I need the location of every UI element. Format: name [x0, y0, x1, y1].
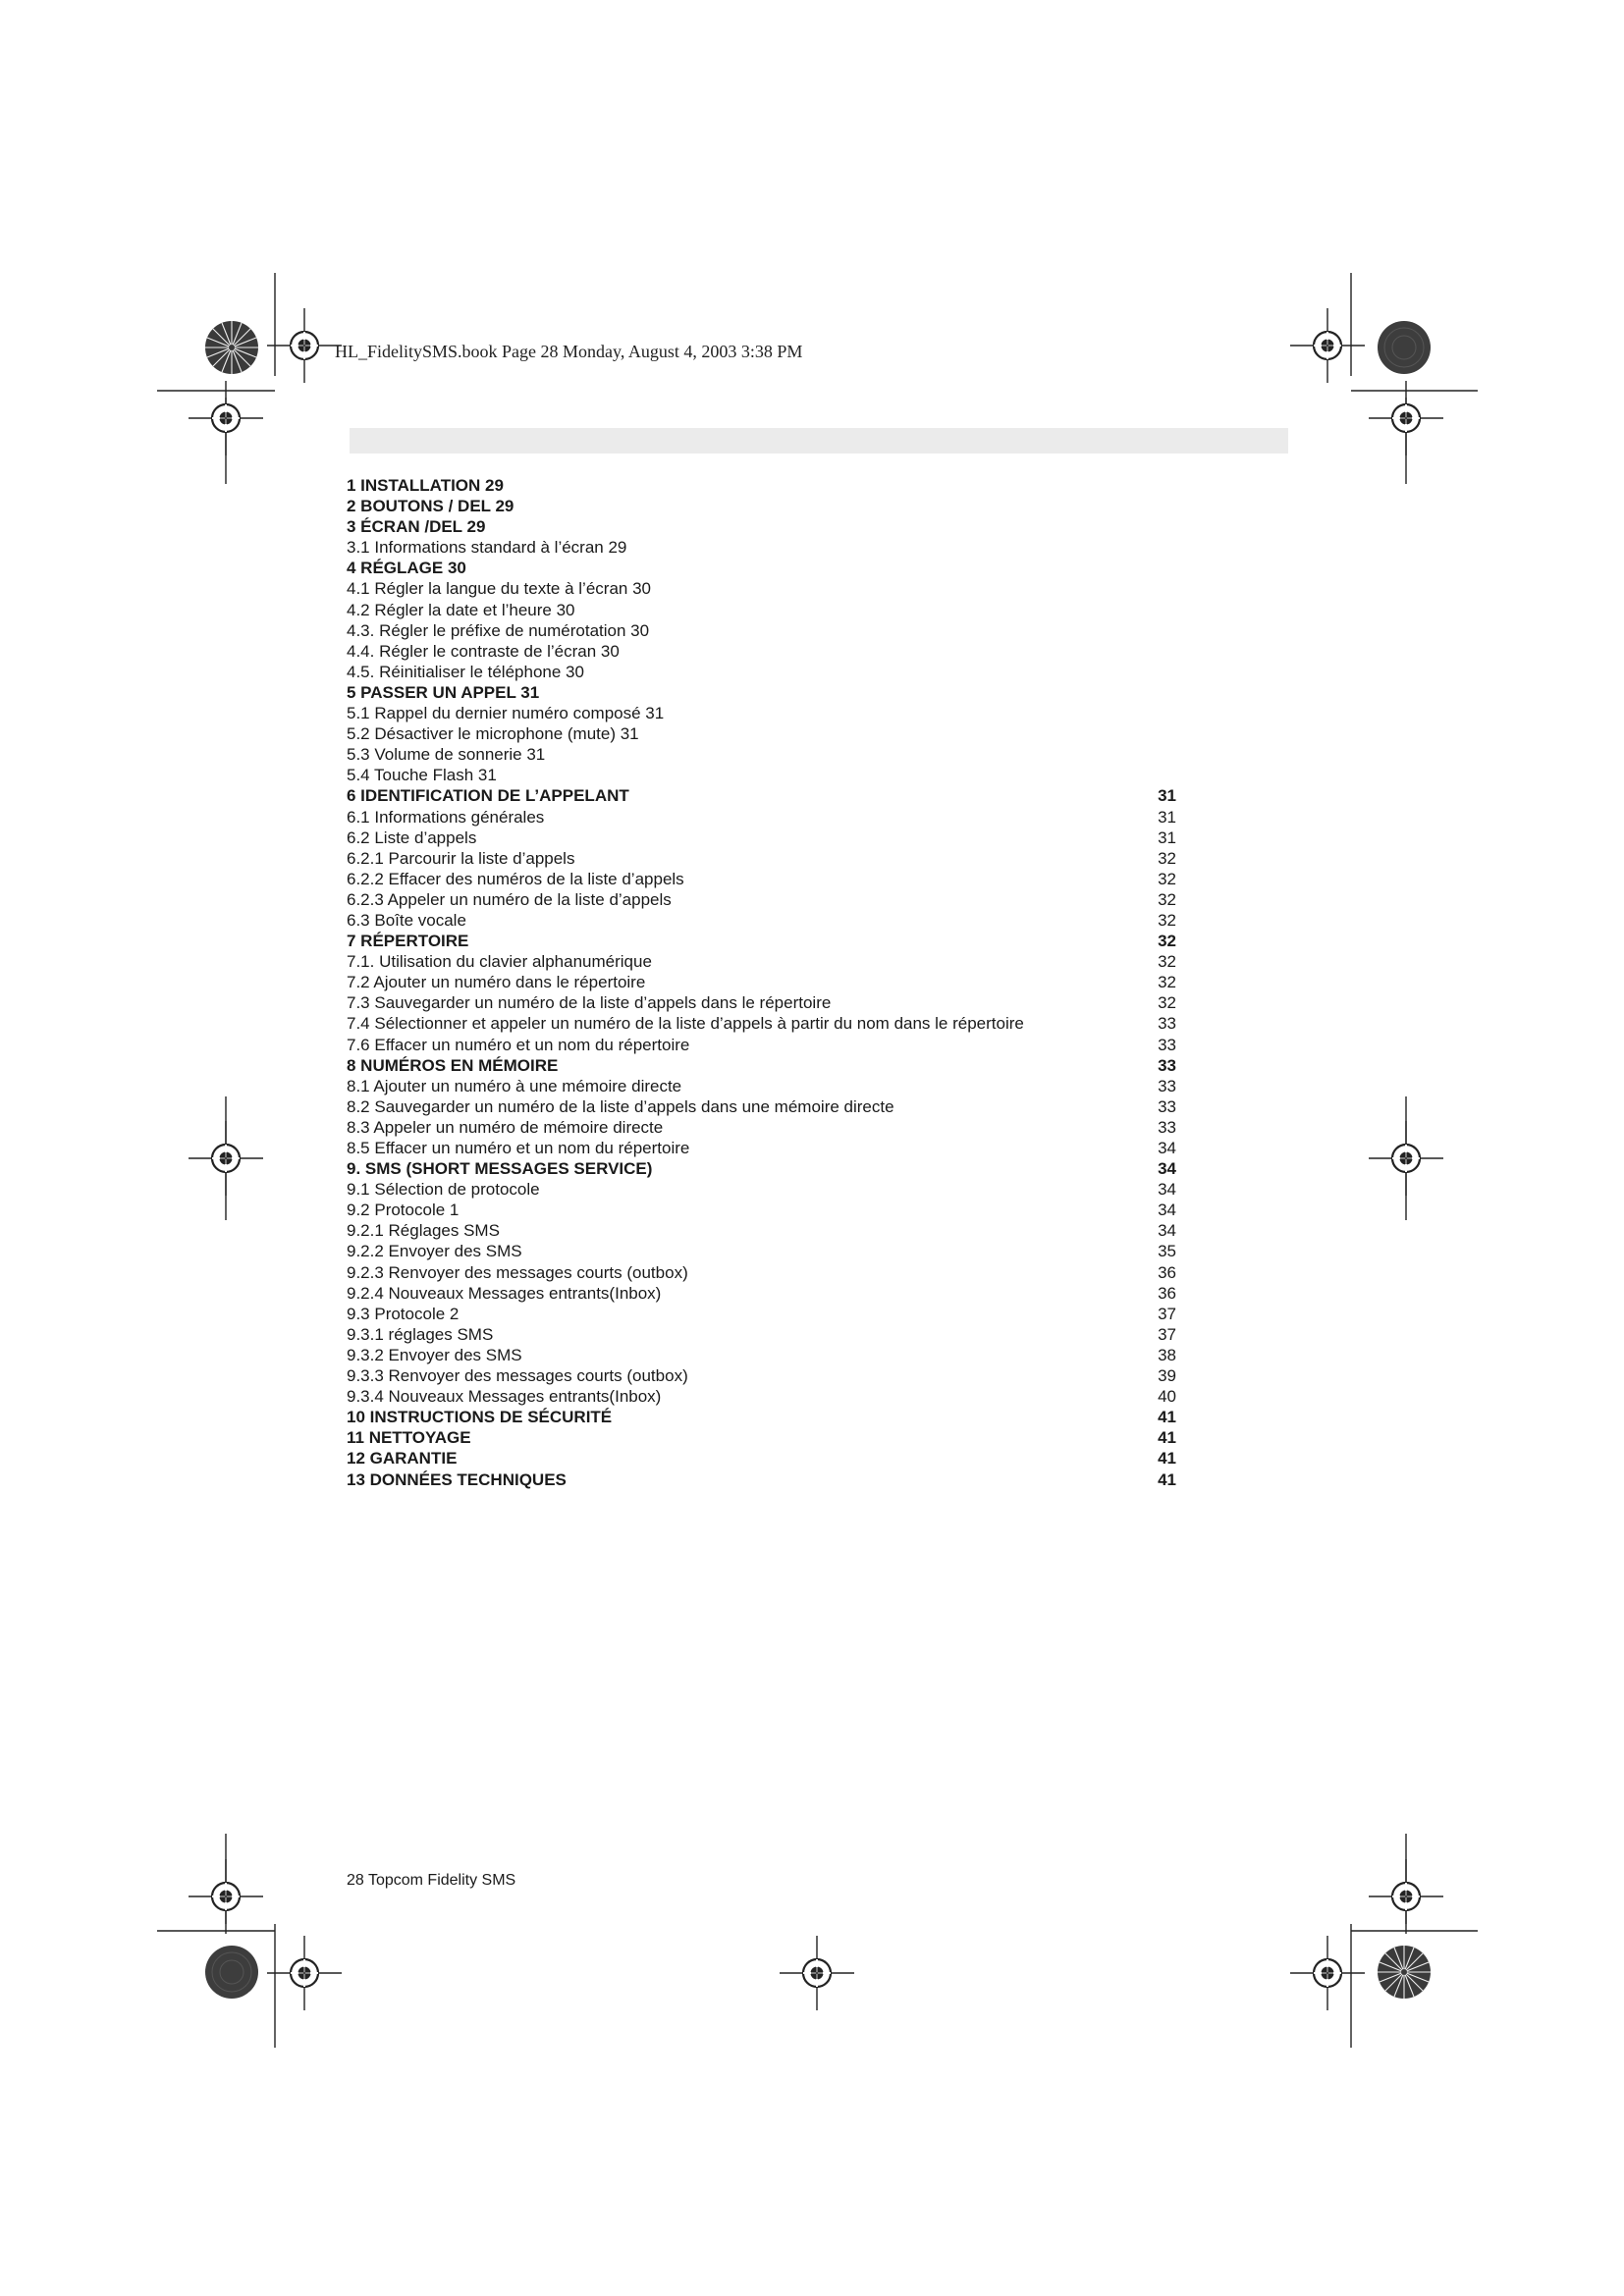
toc-entry [347, 516, 1176, 537]
toc-entry [347, 662, 1176, 682]
header-bar [350, 428, 1288, 454]
toc-entry-title: 9.3.1 réglages SMS [347, 1324, 494, 1344]
toc-entry [347, 620, 1176, 641]
toc-entry-page: 33 [1158, 1076, 1176, 1095]
toc-entry-title: 13 DONNÉES TECHNIQUES [347, 1469, 567, 1489]
toc-entry [347, 889, 1176, 910]
toc-entry [347, 951, 1176, 972]
toc-entry-title: 4 RÉGLAGE 30 [347, 559, 466, 578]
toc-entry-title: 7.6 Effacer un numéro et un nom du répertoire [347, 1035, 690, 1054]
toc-entry-page: 31 [1158, 828, 1176, 847]
toc-entry-page: 39 [1158, 1366, 1176, 1386]
toc-entry [347, 1035, 1176, 1055]
toc-entry-title: 7 RÉPERTOIRE [347, 932, 469, 951]
toc-entry [347, 496, 1176, 516]
toc-entry-title: 9.3 Protocole 2 [347, 1304, 460, 1323]
toc-entry [347, 475, 1176, 496]
toc-entry-page: 33 [1158, 1035, 1176, 1054]
toc-entry-title: 7.4 Sélectionner et appeler un numéro de la liste d’appels à partir du nom dans le répertoire [347, 1014, 1024, 1034]
toc-entry [347, 1386, 1176, 1407]
toc-entry-title: 4.4. Régler le contraste de l’écran 30 [347, 641, 620, 661]
toc-entry-title: 4.1 Régler la langue du texte à l’écran 30 [347, 579, 651, 599]
toc-entry-title: 4.2 Régler la date et l’heure 30 [347, 600, 575, 619]
toc-entry-page: 34 [1158, 1201, 1176, 1220]
toc-entry [347, 744, 1176, 765]
toc-entry-title: 8.5 Effacer un numéro et un nom du répertoire [347, 1139, 690, 1157]
toc-entry-title: 1 INSTALLATION 29 [347, 476, 504, 495]
toc-entry [347, 1241, 1176, 1261]
toc-entry [347, 1117, 1176, 1138]
page-footer: 28 Topcom Fidelity SMS [347, 1872, 516, 1889]
toc-entry [347, 723, 1176, 744]
toc-entry [347, 1055, 1176, 1076]
toc-entry-page: 41 [1158, 1428, 1176, 1448]
toc-entry [347, 682, 1176, 703]
toc-entry-page: 40 [1158, 1387, 1176, 1407]
toc-entry-title: 6.3 Boîte vocale [347, 910, 466, 930]
toc-entry-page: 36 [1158, 1283, 1176, 1303]
toc-entry-title: 9.3.2 Envoyer des SMS [347, 1345, 522, 1364]
toc-entry-title: 6.2.1 Parcourir la liste d’appels [347, 848, 575, 868]
toc-entry [347, 1013, 1176, 1034]
toc-entry-title: 5.3 Volume de sonnerie 31 [347, 745, 546, 765]
toc-entry [347, 1448, 1176, 1468]
toc-entry-title: 6.1 Informations générales [347, 807, 545, 827]
toc-entry-title: 9.2.4 Nouveaux Messages entrants(Inbox) [347, 1283, 662, 1303]
toc-entry-page: 32 [1158, 993, 1176, 1013]
toc-entry-page: 34 [1158, 1159, 1176, 1179]
toc-entry-title: 8.2 Sauvegarder un numéro de la liste d’appels dans une mémoire directe [347, 1096, 894, 1116]
toc-entry-title: 6.2.3 Appeler un numéro de la liste d’appels [347, 889, 672, 909]
toc-entry-page: 33 [1158, 1117, 1176, 1137]
toc-entry-title: 11 NETTOYAGE [347, 1428, 471, 1448]
toc-entry [347, 558, 1176, 578]
toc-entry-page: 32 [1158, 973, 1176, 992]
toc-entry [347, 1283, 1176, 1304]
toc-entry-title: 9.2.1 Réglages SMS [347, 1221, 500, 1241]
toc-entry-page: 36 [1158, 1262, 1176, 1282]
toc-entry-title: 2 BOUTONS / DEL 29 [347, 497, 514, 516]
toc-entry [347, 848, 1176, 869]
toc-entry-page: 37 [1158, 1324, 1176, 1344]
toc-entry-title: 5.1 Rappel du dernier numéro composé 31 [347, 704, 665, 723]
toc-entry-title: 7.3 Sauvegarder un numéro de la liste d’appels dans le répertoire [347, 993, 832, 1013]
table-of-contents [347, 475, 1176, 1490]
toc-entry-page: 32 [1158, 869, 1176, 888]
toc-entry [347, 785, 1176, 806]
toc-entry [347, 1469, 1176, 1490]
toc-entry [347, 600, 1176, 620]
toc-entry-page: 31 [1158, 807, 1176, 827]
toc-entry [347, 1220, 1176, 1241]
toc-entry [347, 931, 1176, 951]
toc-entry-page: 35 [1158, 1242, 1176, 1261]
toc-entry [347, 1304, 1176, 1324]
toc-entry-title: 9.2 Protocole 1 [347, 1201, 460, 1220]
toc-entry [347, 1365, 1176, 1386]
toc-entry-page: 33 [1158, 1055, 1176, 1075]
toc-entry [347, 992, 1176, 1013]
toc-entry-title: 9.1 Sélection de protocole [347, 1180, 540, 1200]
toc-entry [347, 869, 1176, 889]
toc-entry [347, 578, 1176, 599]
toc-entry [347, 1138, 1176, 1158]
toc-entry [347, 537, 1176, 558]
toc-entry-title: 7.2 Ajouter un numéro dans le répertoire [347, 973, 646, 992]
toc-entry-title: 5 PASSER UN APPEL 31 [347, 682, 540, 702]
toc-entry-page: 34 [1158, 1139, 1176, 1157]
toc-entry-title: 10 INSTRUCTIONS DE SÉCURITÉ [347, 1408, 613, 1427]
toc-entry-title: 6.2.2 Effacer des numéros de la liste d’appels [347, 869, 684, 888]
toc-entry-title: 3.1 Informations standard à l’écran 29 [347, 538, 627, 558]
toc-entry-title: 9.3.4 Nouveaux Messages entrants(Inbox) [347, 1387, 662, 1407]
toc-entry [347, 1076, 1176, 1096]
toc-entry-page: 31 [1158, 786, 1176, 806]
toc-entry-page: 33 [1158, 1096, 1176, 1116]
toc-entry [347, 972, 1176, 992]
toc-entry-page: 41 [1158, 1469, 1176, 1489]
toc-entry [347, 1262, 1176, 1283]
toc-entry-page: 38 [1158, 1345, 1176, 1364]
toc-entry-page: 32 [1158, 952, 1176, 972]
toc-entry-title: 5.2 Désactiver le microphone (mute) 31 [347, 724, 639, 744]
toc-entry [347, 641, 1176, 662]
toc-entry [347, 1158, 1176, 1179]
toc-entry-title: 6.2 Liste d’appels [347, 828, 477, 847]
toc-entry-title: 4.3. Régler le préfixe de numérotation 30 [347, 620, 650, 640]
toc-entry [347, 828, 1176, 848]
toc-entry-title: 12 GARANTIE [347, 1449, 458, 1468]
toc-entry [347, 1427, 1176, 1448]
toc-entry [347, 1179, 1176, 1200]
toc-entry-title: 8.1 Ajouter un numéro à une mémoire directe [347, 1076, 682, 1095]
toc-entry-page: 41 [1158, 1408, 1176, 1427]
toc-entry-title: 9. SMS (SHORT MESSAGES SERVICE) [347, 1159, 653, 1179]
toc-entry-title: 7.1. Utilisation du clavier alphanumérique [347, 952, 652, 972]
toc-entry-page: 34 [1158, 1180, 1176, 1200]
toc-entry-title: 8.3 Appeler un numéro de mémoire directe [347, 1117, 664, 1137]
toc-entry-page: 37 [1158, 1304, 1176, 1323]
toc-entry-title: 4.5. Réinitialiser le téléphone 30 [347, 662, 584, 681]
toc-entry-page: 33 [1158, 1014, 1176, 1034]
print-header: HL_FidelitySMS.book Page 28 Monday, August 4, 2003 3:38 PM [335, 342, 803, 361]
toc-entry-title: 5.4 Touche Flash 31 [347, 766, 497, 785]
toc-entry-title: 3 ÉCRAN /DEL 29 [347, 517, 486, 537]
toc-entry [347, 807, 1176, 828]
toc-entry [347, 1096, 1176, 1117]
toc-entry [347, 765, 1176, 785]
toc-entry-page: 41 [1158, 1449, 1176, 1468]
toc-entry [347, 1407, 1176, 1427]
toc-entry-title: 6 IDENTIFICATION DE L’APPELANT [347, 786, 629, 806]
toc-entry [347, 1345, 1176, 1365]
toc-entry [347, 910, 1176, 931]
toc-entry-page: 34 [1158, 1221, 1176, 1241]
toc-entry-page: 32 [1158, 932, 1176, 951]
toc-entry-title: 9.2.2 Envoyer des SMS [347, 1242, 522, 1261]
toc-entry [347, 1200, 1176, 1220]
toc-entry-title: 9.3.3 Renvoyer des messages courts (outbox) [347, 1366, 688, 1386]
toc-entry-page: 32 [1158, 910, 1176, 930]
toc-entry-page: 32 [1158, 848, 1176, 868]
toc-entry-page: 32 [1158, 889, 1176, 909]
toc-entry [347, 703, 1176, 723]
toc-entry-title: 9.2.3 Renvoyer des messages courts (outbox) [347, 1262, 688, 1282]
toc-entry-title: 8 NUMÉROS EN MÉMOIRE [347, 1055, 559, 1075]
toc-entry [347, 1324, 1176, 1345]
